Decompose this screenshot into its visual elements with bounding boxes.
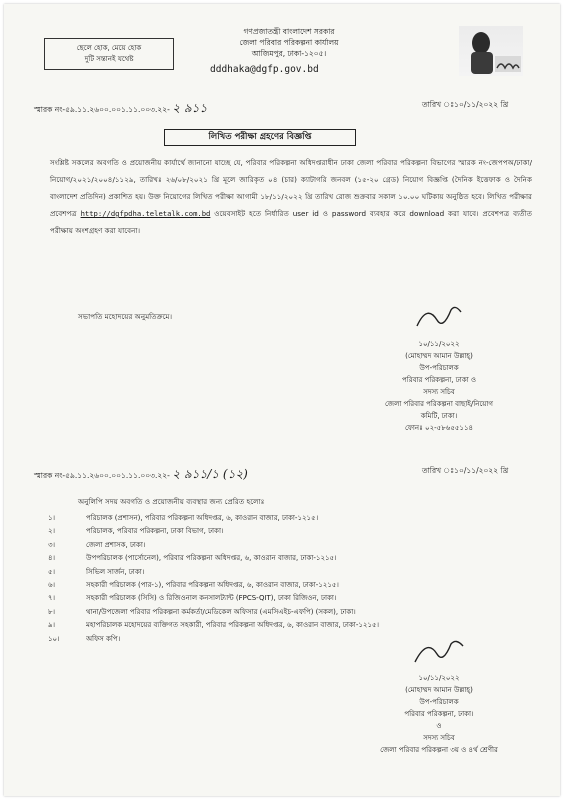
list-item <box>48 566 548 579</box>
signatory-1-designation: উপ-পরিচালক <box>419 364 459 372</box>
list-item-text: উপপরিচালক (পার্সোনেল), পরিবার পরিকল্পনা অধিদপ্তর, ৬, কাওরান বাজার, ঢাকা-১২১৫। <box>86 554 337 563</box>
list-item <box>48 525 548 538</box>
memo-number-2 <box>34 466 248 486</box>
body-text-part-2: ওয়েবসাইট হতে নির্ধারিত user id ও password ব্যবহার করে download করা যাবে। প্রবেশপত্র ব্যতীত পরীক্ষায় অংশগ্রহণ করা যাবেনা। <box>50 209 532 235</box>
memo-number-2-handwritten: ২ ৯১১/১ (১২) <box>172 467 248 481</box>
list-item-number: ৩। <box>48 540 56 549</box>
list-item <box>48 539 548 552</box>
copy-intro: অনুলিপি সদয় অবগতি ও প্রয়োজনীয় ব্যবস্থার জন্য প্রেরিত হলোঃ <box>78 497 265 506</box>
signatory-1-department: পরিবার পরিকল্পনা, ঢাকা ও <box>401 376 477 384</box>
list-item-text: সিভিল সার্জন, ঢাকা। <box>86 567 145 576</box>
list-item <box>48 512 548 525</box>
notice-title: লিখিত পরীক্ষা গ্রহণের বিজ্ঞপ্তি <box>164 129 356 146</box>
list-item-text: সহকারী পরিচালক (সিসি) ও রিজিওনাল কনসালট্যান্ট (FPCS-QIT), ঢাকা রিজিওন, ঢাকা। <box>86 594 337 603</box>
signature-2 <box>409 636 469 668</box>
slogan-line-2: দুটি সন্তানই যথেষ্ট <box>84 55 134 63</box>
list-item-number: ১০। <box>48 634 60 643</box>
memo-number <box>34 100 207 120</box>
signatory-2-and: ও <box>436 722 442 730</box>
distribution-list <box>48 512 548 646</box>
list-item-number: ২। <box>48 527 56 536</box>
list-item <box>48 619 548 632</box>
signature-block-2 <box>364 636 514 756</box>
list-item-number: ৮। <box>48 607 56 616</box>
slogan-line-1: ছেলে হোক, মেয়ে হোক <box>76 44 142 52</box>
list-item-number: ৪। <box>48 554 56 563</box>
list-item <box>48 606 548 619</box>
list-item-text: মহাপরিচালক মহোদয়ের ব্যক্তিগত সহকারী, পরিবার পরিকল্পনা অধিদপ্তর, ৬, কাওরান বাজার, ঢাকা-১২১৫। <box>86 621 380 630</box>
list-item <box>48 592 548 605</box>
government-name: গণপ্রজাতন্ত্রী বাংলাদেশ সরকার <box>243 27 335 36</box>
list-item-text: জেলা প্রশাসক, ঢাকা। <box>86 540 146 549</box>
list-item-number: ৫। <box>48 567 56 576</box>
signatory-2-designation: উপ-পরিচালক <box>419 698 459 706</box>
signatory-2-member: সদস্য সচিব <box>423 734 455 742</box>
signatory-2-committee: জেলা পরিবার পরিকল্পনা ৩য় ও ৪র্থ শ্রেণীর <box>380 746 498 754</box>
signatory-2-name: (মোহাম্মদ আমান উল্লাহ্) <box>405 686 473 694</box>
signature-2-date: ১০/১১/২০২২ <box>418 674 460 682</box>
memo-number-2-text: স্মারক নং-৫৯.১১.২৬০০.০০১.১১.০০৩.২২- <box>34 471 170 480</box>
list-item <box>48 552 548 565</box>
signatory-1-committee-2: কমিটি, ঢাকা। <box>420 412 458 420</box>
notice-page <box>4 4 560 796</box>
memo-date: তারিখ ঃ১০/১১/২০২২ খ্রি <box>422 100 509 109</box>
office-email: dddhaka@dgfp.gov.bd <box>210 64 319 75</box>
admit-card-link[interactable]: http://dgfpdha.teletalk.com.bd <box>80 209 211 218</box>
signatory-1-name: (মোহাম্মদ আমান উল্লাহ্) <box>405 352 473 360</box>
slogan-box <box>44 38 174 70</box>
letterhead <box>204 26 374 75</box>
list-item-number: ১। <box>48 514 56 522</box>
signature-block-1 <box>364 302 514 434</box>
office-name: জেলা পরিবার পরিকল্পনা কার্যালয় <box>239 38 339 47</box>
signature-1 <box>409 302 469 334</box>
list-item-number: ৯। <box>48 621 56 630</box>
list-item-number: ৬। <box>48 580 56 589</box>
signature-1-date: ১০/১১/২০২২ <box>418 340 460 348</box>
memo-number-handwritten: ২ ৯১১ <box>172 101 208 115</box>
memo-number-text: স্মারক নং-৫৯.১১.২৬০০.০০১.১১.০০৩.২২- <box>34 105 170 114</box>
portrait-emblem <box>459 26 523 76</box>
list-item-text: থানা/উপজেলা পরিবার পরিকল্পনা কর্মকর্তা/মেডিকেল অফিসার (এমসিএইচ-এফপি) (সকল), ঢাকা। <box>86 607 356 616</box>
signatory-1-committee: জেলা পরিবার পরিকল্পনা বাছাই/নিয়োগ <box>384 400 494 408</box>
list-item-text: সহকারী পরিচালক (পার-১), পরিবার পরিকল্পনা অধিদপ্তর, ৬, কাওরান বাজার, ঢাকা-১২১৫। <box>86 580 339 589</box>
signatory-1-member: সদস্য সচিব <box>423 388 455 396</box>
memo-date-2: তারিখ ঃ১০/১১/২০২২ খ্রি <box>422 466 509 475</box>
portrait-icon <box>459 26 523 76</box>
list-item-text: পরিচালক (প্রশাসন), পরিবার পরিকল্পনা অধিদপ্তর, ৬, কাওরান বাজার, ঢাকা-১২১৫। <box>86 514 319 522</box>
body-text-part-1: সংশ্লিষ্ট সকলের অবগতি ও প্রয়োজনীয় কার্যার্থে জানানো যাচ্ছে যে, পরিবার পরিকল্পনা অধিদপ্তরাধীন ঢাকা জেলা পরিবার পরিকল্পনা বিভাগের স্মারক নং-জেপপঅ/ঢাকা/নিয়োগ/২০২১/২০০৪/১১২৯, তারিখঃ ২৬/০৮/২০২১ খ্রি মূলে জারিকৃত ০৪ (চার) ক্যাটাগরি জনবল (১৫-২০ গ্রেড) নিয়োগ বিজ্ঞপ্তি (দৈনিক ইত্তেফাক ও দৈনিক বাংলাদেশ প্রতিদিন) প্রকাশিত হয়। উক্ত নিয়োগের লিখিত পরীক্ষা আগামী ১৮/১১/২০২২ খ্রি তারিখ রোজ শুক্রবার সকাল ১০.০০ ঘটিকায় অনুষ্ঠিত হবে। লিখিত পরীক্ষার প্রবেশপত্র <box>50 158 532 218</box>
list-item-number: ৭। <box>48 594 56 603</box>
list-item-text: পরিচালক, পরিবার পরিকল্পনা, ঢাকা বিভাগ, ঢাকা। <box>86 527 224 536</box>
signatory-1-phone: ফোনঃ ০২-৫৮৬৫৫১১৪ <box>404 424 474 432</box>
list-item <box>48 579 548 592</box>
office-address: আজিমপুর, ঢাকা-১২০৫। <box>251 49 327 58</box>
approval-line: সভাপতি মহোদয়ের অনুমতিক্রমে। <box>78 312 173 321</box>
notice-body <box>50 154 532 239</box>
list-item-text: অফিস কপি। <box>86 634 121 643</box>
signatory-2-department: পরিবার পরিকল্পনা, ঢাকা। <box>404 710 474 718</box>
